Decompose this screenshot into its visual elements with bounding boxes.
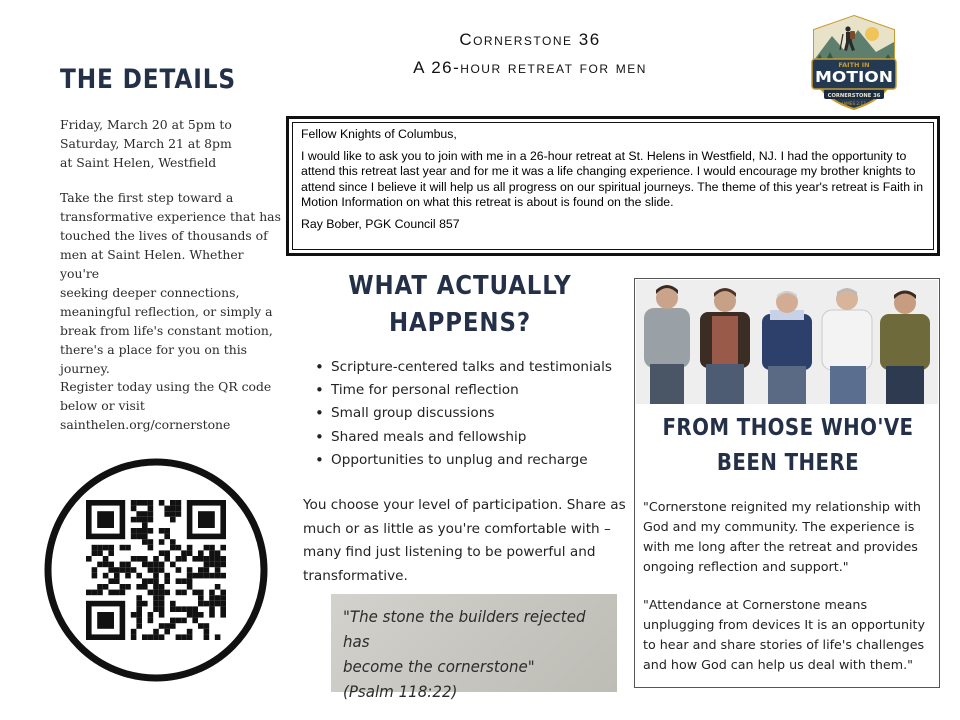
- qr-module: [131, 534, 137, 540]
- qr-module: [204, 623, 210, 629]
- qr-module: [114, 573, 120, 579]
- qr-module: [103, 573, 109, 579]
- qr-module: [114, 567, 120, 573]
- qr-module: [153, 595, 159, 601]
- qr-module: [220, 595, 226, 601]
- qr-module: [148, 511, 154, 517]
- qr-module: [181, 556, 187, 562]
- qr-module: [108, 590, 114, 596]
- qr-module: [176, 511, 182, 517]
- qr-module: [159, 612, 165, 618]
- qr-module: [204, 567, 210, 573]
- qr-module: [108, 567, 114, 573]
- qr-module: [159, 550, 165, 556]
- qr-module: [148, 562, 154, 568]
- qr-module: [103, 584, 109, 590]
- qr-module: [108, 578, 114, 584]
- qr-module: [209, 556, 215, 562]
- what-happens-heading-line1: WHAT ACTUALLY: [348, 271, 572, 301]
- qr-module: [164, 590, 170, 596]
- qr-module: [187, 584, 193, 590]
- qr-module: [136, 556, 142, 562]
- qr-module: [215, 573, 221, 579]
- qr-module: [220, 545, 226, 551]
- qr-module: [170, 517, 176, 523]
- qr-module: [131, 517, 137, 523]
- list-item: • Opportunities to unplug and recharge: [313, 449, 633, 472]
- qr-module: [142, 517, 148, 523]
- qr-module: [153, 584, 159, 590]
- list-item: • Time for personal reflection: [313, 379, 633, 402]
- qr-module: [176, 545, 182, 551]
- qr-module: [215, 595, 221, 601]
- qr-code-modules: [86, 500, 226, 640]
- qr-module: [187, 573, 193, 579]
- letter-content: [292, 122, 934, 250]
- qr-module: [215, 556, 221, 562]
- what-happens-heading: [346, 268, 575, 342]
- qr-module: [120, 584, 126, 590]
- qr-module: [192, 618, 198, 624]
- qr-module: [181, 578, 187, 584]
- qr-module: [142, 500, 148, 506]
- qr-module: [159, 500, 165, 506]
- qr-module: [108, 545, 114, 551]
- qr-module: [125, 562, 131, 568]
- qr-module: [153, 629, 159, 635]
- qr-module: [97, 590, 103, 596]
- testimonials-panel: [634, 278, 940, 688]
- qr-module: [181, 590, 187, 596]
- qr-module: [209, 612, 215, 618]
- qr-module: [103, 556, 109, 562]
- qr-module: [148, 590, 154, 596]
- qr-module: [159, 567, 165, 573]
- qr-module: [136, 528, 142, 534]
- qr-module: [142, 584, 148, 590]
- qr-module: [220, 606, 226, 612]
- qr-module: [164, 511, 170, 517]
- qr-module: [164, 578, 170, 584]
- qr-module: [86, 556, 92, 562]
- qr-module: [103, 562, 109, 568]
- qr-module: [108, 550, 114, 556]
- qr-module: [114, 590, 120, 596]
- qr-module: [120, 590, 126, 596]
- qr-module: [92, 550, 98, 556]
- qr-module: [148, 578, 154, 584]
- qr-module: [209, 606, 215, 612]
- qr-module: [204, 573, 210, 579]
- qr-module: [176, 618, 182, 624]
- letter-body: I would like to ask you to join with me in a 26-hour retreat at St. Helens in Westfield, NJ. I had the opportunity to attend this retreat last year and for me it was a life changing experience. I would encourage my brother knights to attend since I believe it will help us all progress on our spiritual journeys. The theme of this year's retreat is Faith in Motion Information on what this retreat is about is found on the slide.: [301, 148, 924, 209]
- qr-module: [125, 573, 131, 579]
- qr-module: [181, 606, 187, 612]
- qr-module: [142, 522, 148, 528]
- faith-in-motion-badge-icon: [806, 12, 902, 112]
- qr-module: [198, 567, 204, 573]
- qr-module: [187, 578, 193, 584]
- qr-module: [220, 590, 226, 596]
- list-item: • Small group discussions: [313, 402, 633, 425]
- qr-module: [92, 567, 98, 573]
- qr-module: [198, 595, 204, 601]
- qr-module: [209, 550, 215, 556]
- qr-module: [164, 506, 170, 512]
- qr-module: [131, 500, 137, 506]
- qr-module: [136, 584, 142, 590]
- qr-module: [198, 550, 204, 556]
- qr-module: [153, 556, 159, 562]
- registration-instructions: Register today using the QR code below or visit sainthelen.org/cornerstone: [60, 379, 272, 432]
- qr-module: [97, 584, 103, 590]
- qr-module: [97, 562, 103, 568]
- qr-module: [181, 634, 187, 640]
- testimonials-heading-line2: BEEN THERE: [716, 450, 860, 476]
- qr-module: [220, 612, 226, 618]
- qr-module: [148, 634, 154, 640]
- qr-module: [209, 595, 215, 601]
- qr-module: [148, 539, 154, 545]
- qr-module: [204, 601, 210, 607]
- qr-module: [198, 556, 204, 562]
- qr-module: [136, 618, 142, 624]
- qr-module: [176, 590, 182, 596]
- qr-module: [159, 562, 165, 568]
- qr-module: [159, 528, 165, 534]
- list-item: • Scripture-centered talks and testimonials: [313, 356, 633, 379]
- qr-module: [114, 578, 120, 584]
- group-of-men-photo-icon: [636, 280, 938, 404]
- qr-module: [159, 634, 165, 640]
- qr-module: [170, 606, 176, 612]
- badge-line3: CORNERSTONE 36: [827, 93, 881, 99]
- qr-finder-pattern: [97, 511, 114, 528]
- qr-module: [136, 601, 142, 607]
- qr-module: [125, 584, 131, 590]
- qr-module: [131, 567, 137, 573]
- qr-module: [170, 506, 176, 512]
- qr-module: [176, 634, 182, 640]
- qr-module: [209, 601, 215, 607]
- qr-module: [142, 562, 148, 568]
- qr-module: [148, 528, 154, 534]
- qr-module: [215, 634, 221, 640]
- qr-module: [209, 573, 215, 579]
- qr-module: [170, 545, 176, 551]
- qr-module: [142, 556, 148, 562]
- qr-module: [92, 590, 98, 596]
- qr-module: [187, 629, 193, 635]
- qr-module: [153, 562, 159, 568]
- qr-module: [92, 573, 98, 579]
- badge-line2: MOTION: [815, 68, 893, 86]
- qr-module: [164, 623, 170, 629]
- qr-module: [164, 629, 170, 635]
- qr-module: [181, 618, 187, 624]
- badge-line4: JAMES 2:17: [842, 101, 866, 106]
- qr-module: [170, 601, 176, 607]
- scripture-verse-box: [331, 594, 617, 701]
- qr-module: [159, 590, 165, 596]
- qr-module: [192, 590, 198, 596]
- qr-module: [187, 606, 193, 612]
- qr-module: [131, 634, 137, 640]
- qr-module: [148, 545, 154, 551]
- qr-module: [153, 601, 159, 607]
- activities-list: [313, 356, 633, 472]
- qr-module: [136, 500, 142, 506]
- qr-module: [131, 612, 137, 618]
- what-happens-heading-line2: HAPPENS?: [389, 308, 531, 338]
- qr-module: [142, 634, 148, 640]
- qr-module: [92, 545, 98, 551]
- qr-module: [131, 528, 137, 534]
- event-invitation-text: Take the first step toward a transformative experience that has touched the lives of thousands of men at Saint Helen. Whether you're seeking deeper connections, meaningful reflection, or simply a break from life's constant motion, there's a place for you on this journey.: [60, 190, 281, 376]
- qr-module: [192, 612, 198, 618]
- qr-module: [176, 578, 182, 584]
- qr-module: [86, 590, 92, 596]
- qr-module: [136, 606, 142, 612]
- qr-module: [164, 534, 170, 540]
- qr-module: [170, 500, 176, 506]
- qr-module: [204, 629, 210, 635]
- retreat-name: Cornerstone 36: [459, 30, 601, 49]
- qr-module: [148, 618, 154, 624]
- qr-module: [136, 573, 142, 579]
- letter-signature: Ray Bober, PGK Council 857: [301, 216, 460, 231]
- qr-module: [159, 601, 165, 607]
- qr-module: [164, 528, 170, 534]
- qr-module: [142, 511, 148, 517]
- qr-module: [125, 545, 131, 551]
- qr-module: [181, 550, 187, 556]
- qr-module: [220, 573, 226, 579]
- qr-module: [153, 590, 159, 596]
- qr-module: [187, 545, 193, 551]
- letter-box: [286, 116, 940, 256]
- qr-module: [198, 623, 204, 629]
- qr-module: [148, 500, 154, 506]
- qr-module: [125, 567, 131, 573]
- qr-module: [192, 573, 198, 579]
- qr-module: [120, 562, 126, 568]
- qr-module: [131, 629, 137, 635]
- qr-module: [148, 567, 154, 573]
- qr-module: [176, 606, 182, 612]
- qr-module: [120, 567, 126, 573]
- qr-module: [176, 567, 182, 573]
- qr-module: [142, 534, 148, 540]
- testimonial-quote: "Attendance at Cornerstone means unplugging from devices It is an opportunity to hear and share stories of life's challenges and how God can help us deal with them.": [643, 597, 926, 672]
- qr-module: [159, 606, 165, 612]
- qr-module: [215, 601, 221, 607]
- scripture-verse: "The stone the builders rejected has become the cornerstone" (Psalm 118:22): [343, 607, 586, 701]
- qr-module: [153, 567, 159, 573]
- qr-module: [159, 539, 165, 545]
- qr-module: [148, 612, 154, 618]
- qr-module: [142, 601, 148, 607]
- qr-module: [215, 562, 221, 568]
- qr-module: [97, 550, 103, 556]
- qr-module: [209, 590, 215, 596]
- qr-module: [148, 517, 154, 523]
- qr-module: [142, 528, 148, 534]
- qr-module: [187, 634, 193, 640]
- qr-module: [136, 623, 142, 629]
- qr-module: [97, 545, 103, 551]
- qr-module: [170, 539, 176, 545]
- participation-text: You choose your level of participation. Share as much or as little as you're comfortable with – many find just listening to be powerful and transformative.: [303, 497, 626, 584]
- qr-module: [192, 556, 198, 562]
- retreat-subtitle: A 26-hour retreat for men: [413, 58, 647, 77]
- qr-module: [215, 584, 221, 590]
- qr-module: [192, 606, 198, 612]
- qr-module: [176, 556, 182, 562]
- qr-module: [136, 511, 142, 517]
- qr-module: [198, 590, 204, 596]
- qr-module: [204, 634, 210, 640]
- event-date-location: Friday, March 20 at 5pm to Saturday, March 21 at 8pm at Saint Helen, Westfield: [60, 117, 232, 170]
- qr-code-icon[interactable]: [40, 454, 272, 686]
- qr-module: [120, 545, 126, 551]
- qr-module: [103, 545, 109, 551]
- qr-module: [153, 634, 159, 640]
- qr-module: [131, 556, 137, 562]
- qr-module: [204, 556, 210, 562]
- qr-module: [220, 562, 226, 568]
- letter-salutation: Fellow Knights of Columbus,: [301, 127, 457, 141]
- testimonial-quote: "Cornerstone reignited my relationship with God and my community. The experience is with me long after the retreat and provides ongoing reflection and support.": [643, 499, 921, 574]
- qr-module: [170, 623, 176, 629]
- qr-module: [204, 562, 210, 568]
- qr-module: [187, 550, 193, 556]
- qr-module: [170, 511, 176, 517]
- qr-module: [136, 517, 142, 523]
- qr-module: [108, 562, 114, 568]
- testimonials-heading: [656, 411, 919, 481]
- qr-module: [142, 539, 148, 545]
- details-heading: THE DETAILS: [60, 64, 236, 95]
- qr-module: [170, 618, 176, 624]
- qr-module: [215, 550, 221, 556]
- qr-module: [164, 550, 170, 556]
- qr-module: [159, 584, 165, 590]
- qr-module: [176, 500, 182, 506]
- qr-finder-pattern: [97, 612, 114, 629]
- qr-module: [187, 567, 193, 573]
- qr-module: [131, 506, 137, 512]
- badge-line1: FAITH IN: [838, 61, 870, 69]
- qr-module: [164, 573, 170, 579]
- qr-module: [209, 545, 215, 551]
- list-item: • Shared meals and fellowship: [313, 426, 633, 449]
- qr-module: [136, 595, 142, 601]
- qr-finder-pattern: [198, 511, 215, 528]
- qr-module: [136, 534, 142, 540]
- qr-module: [170, 562, 176, 568]
- qr-module: [164, 556, 170, 562]
- qr-module: [187, 612, 193, 618]
- qr-module: [153, 578, 159, 584]
- qr-module: [159, 623, 165, 629]
- qr-module: [198, 601, 204, 607]
- qr-module: [148, 506, 154, 512]
- qr-module: [209, 562, 215, 568]
- qr-module: [198, 612, 204, 618]
- qr-module: [159, 595, 165, 601]
- qr-module: [153, 573, 159, 579]
- qr-module: [142, 578, 148, 584]
- qr-module: [220, 601, 226, 607]
- qr-module: [215, 567, 221, 573]
- qr-module: [176, 506, 182, 512]
- qr-module: [136, 612, 142, 618]
- badge-sun: [865, 27, 879, 41]
- testimonials-heading-line1: FROM THOSE WHO'VE: [662, 415, 914, 441]
- qr-module: [204, 545, 210, 551]
- qr-module: [198, 573, 204, 579]
- qr-module: [220, 556, 226, 562]
- qr-module: [153, 606, 159, 612]
